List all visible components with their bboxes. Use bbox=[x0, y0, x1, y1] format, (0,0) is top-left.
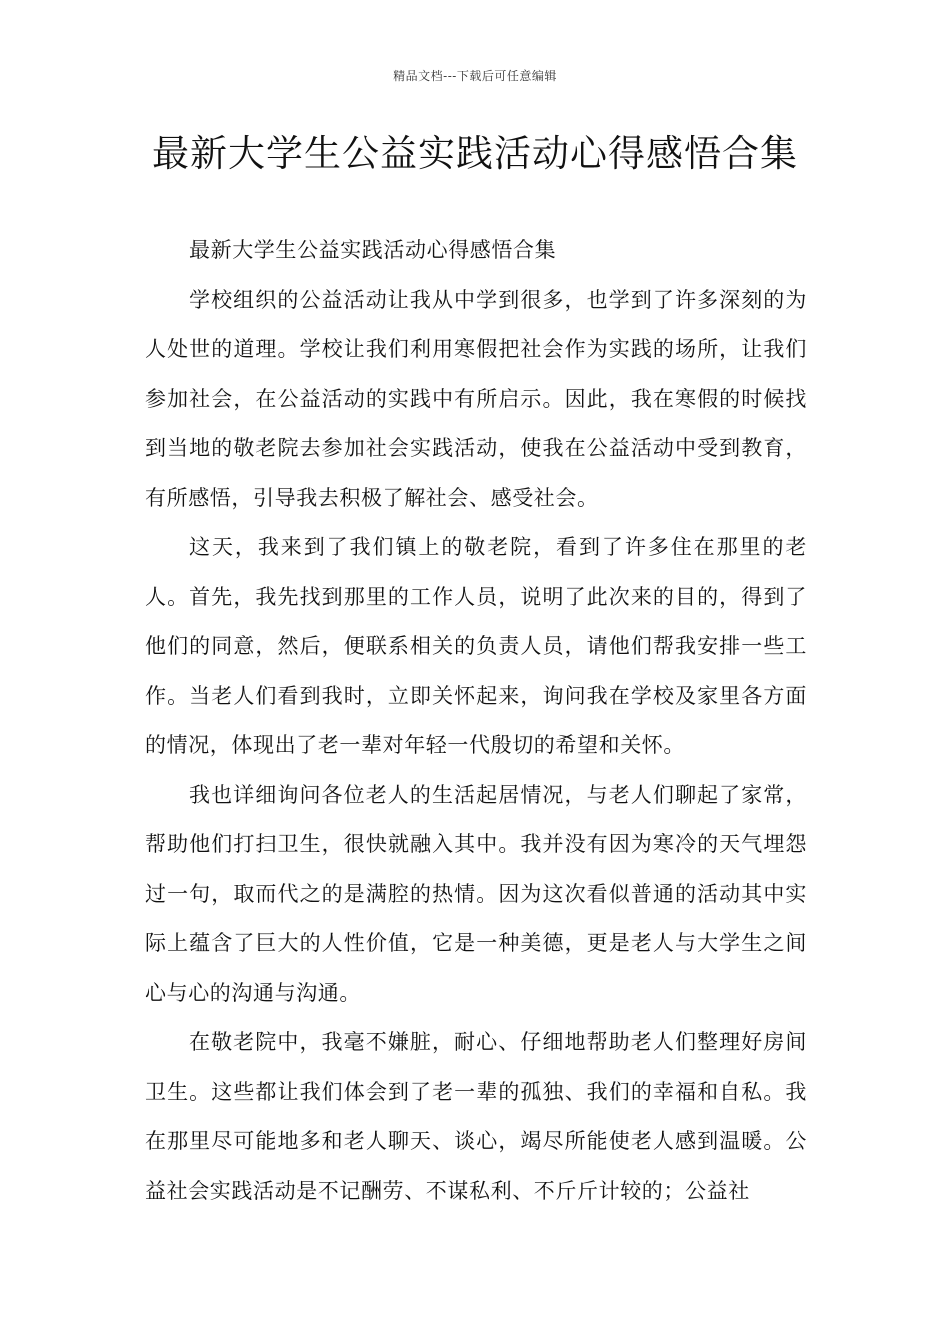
document-body bbox=[145, 226, 807, 1216]
paragraph: 在敬老院中，我毫不嫌脏，耐心、仔细地帮助老人们整理好房间卫生。这些都让我们体会到了老一辈的孤独、我们的幸福和自私。我在那里尽可能地多和老人聊天、谈心，竭尽所能使老人感到温暖。公益社会实践活动是不记酬劳、不谋私利、不斤斤计较的；公益社 bbox=[145, 1030, 807, 1203]
paragraph: 学校组织的公益活动让我从中学到很多，也学到了许多深刻的为人处世的道理。学校让我们利用寒假把社会作为实践的场所，让我们参加社会，在公益活动的实践中有所启示。因此，我在寒假的时候找到当地的敬老院去参加社会实践活动，使我在公益活动中受到教育，有所感悟，引导我去积极了解社会、感受社会。 bbox=[145, 287, 807, 510]
document-title: 最新大学生公益实践活动心得感悟合集 bbox=[152, 132, 798, 175]
header-note: 精品文档---下载后可任意编辑 bbox=[393, 69, 557, 83]
paragraph: 我也详细询问各位老人的生活起居情况，与老人们聊起了家常，帮助他们打扫卫生，很快就融入其中。我并没有因为寒冷的天气埋怨过一句，取而代之的是满腔的热情。因为这次看似普通的活动其中实际上蕴含了巨大的人性价值，它是一种美德，更是老人与大学生之间心与心的沟通与沟通。 bbox=[145, 782, 807, 1005]
paragraph: 最新大学生公益实践活动心得感悟合集 bbox=[189, 238, 557, 262]
paragraph: 这天，我来到了我们镇上的敬老院，看到了许多住在那里的老人。首先，我先找到那里的工作人员，说明了此次来的目的，得到了他们的同意，然后，便联系相关的负责人员，请他们帮我安排一些工作。当老人们看到我时，立即关怀起来，询问我在学校及家里各方面的情况，体现出了老一辈对年轻一代殷切的希望和关怀。 bbox=[145, 535, 807, 757]
